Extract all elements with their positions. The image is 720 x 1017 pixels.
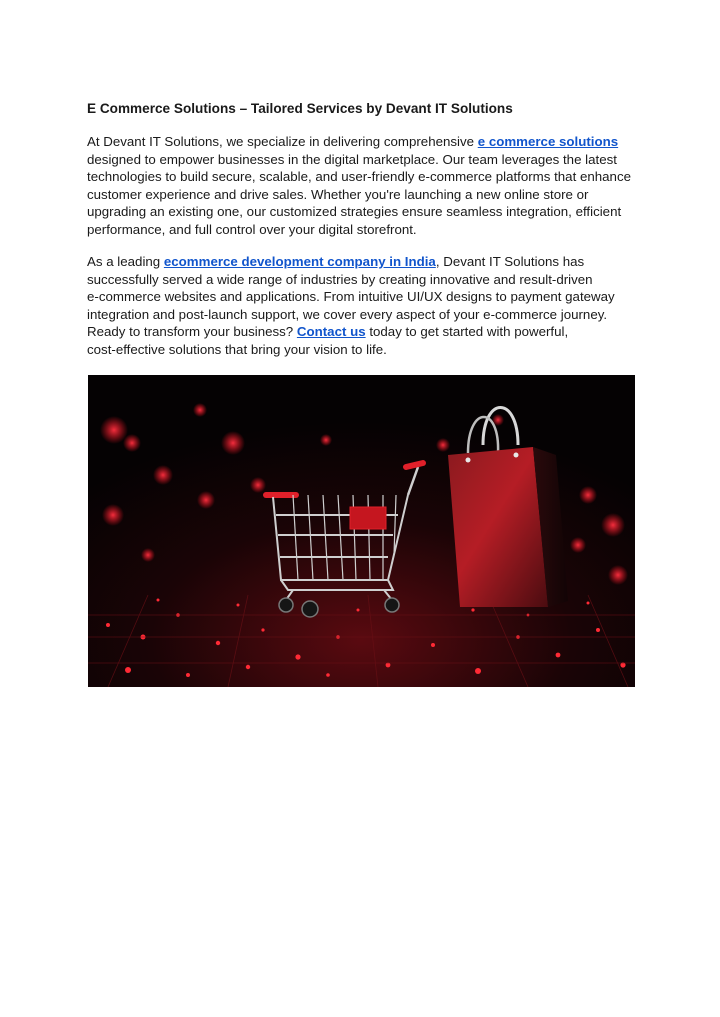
ecommerce-solutions-link[interactable]: e commerce solutions bbox=[477, 134, 619, 149]
text-line: e-commerce websites and applications. From intuitive UI/UX designs to payment gateway bbox=[87, 289, 615, 305]
text-segment: At Devant IT Solutions, we specialize in delivering comprehensive bbox=[87, 134, 478, 149]
text-line: successfully served a wide range of industries by creating innovative and result-driven bbox=[87, 271, 593, 287]
text-segment: today to get started with powerful, bbox=[365, 324, 569, 340]
text-line: performance, and full control over your digital storefront. bbox=[87, 221, 417, 237]
intro-paragraph bbox=[87, 133, 647, 239]
ecommerce-development-company-link[interactable]: ecommerce development company in India bbox=[163, 254, 436, 269]
text-line: upgrading an existing one, our customized strategies ensure seamless integration, efficient bbox=[87, 204, 622, 220]
services-paragraph bbox=[87, 253, 647, 359]
cart-and-bag-illustration bbox=[88, 375, 635, 687]
contact-us-link[interactable]: Contact us bbox=[296, 324, 366, 340]
text-segment: , Devant IT Solutions has bbox=[435, 254, 585, 269]
text-line: customer experience and drive sales. Whether you're launching a new online store or bbox=[87, 186, 589, 202]
text-line bbox=[87, 133, 647, 151]
hero-image bbox=[88, 375, 635, 687]
text-line: integration and post-launch support, we cover every aspect of your e-commerce journey. bbox=[87, 306, 608, 322]
text-line: technologies to build secure, scalable, and user-friendly e-commerce platforms that enhance bbox=[87, 169, 631, 185]
text-line: cost-effective solutions that bring your vision to life. bbox=[87, 341, 387, 357]
text-segment: As a leading bbox=[87, 254, 164, 269]
page-title: E Commerce Solutions – Tailored Services by Devant IT Solutions bbox=[87, 101, 513, 116]
text-line bbox=[87, 253, 647, 271]
text-segment: Ready to transform your business? bbox=[87, 324, 297, 340]
text-line bbox=[87, 323, 647, 341]
text-line: designed to empower businesses in the digital marketplace. Our team leverages the latest bbox=[87, 151, 617, 167]
